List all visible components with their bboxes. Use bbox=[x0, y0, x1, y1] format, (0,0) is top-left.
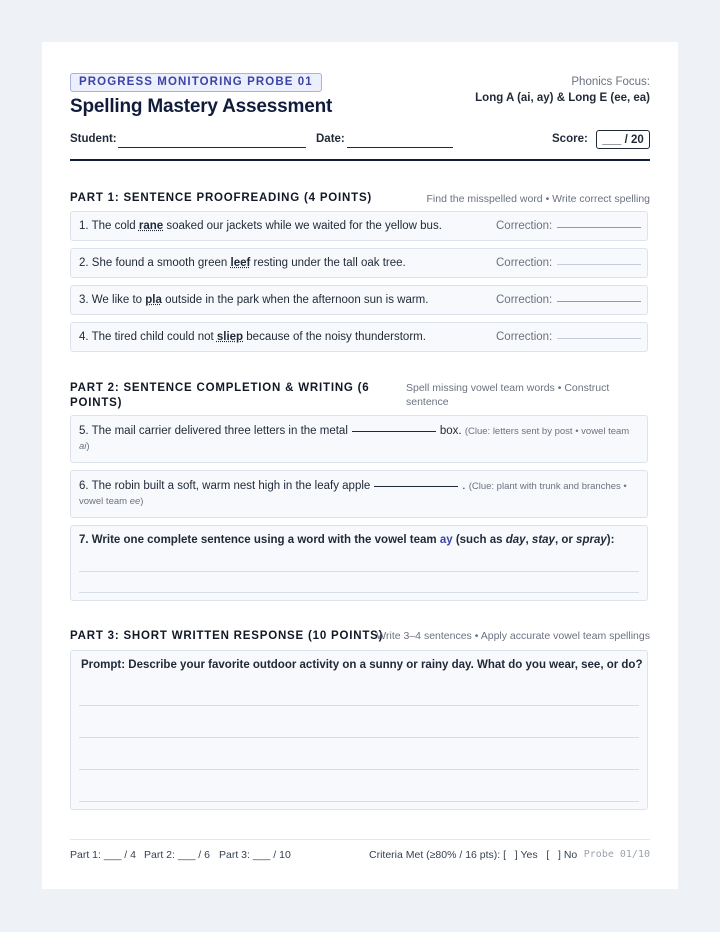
student-field[interactable] bbox=[118, 147, 306, 148]
writing-line[interactable] bbox=[79, 737, 639, 738]
completion-item-5 bbox=[70, 415, 648, 463]
proofread-item-3 bbox=[70, 285, 648, 315]
correction-field[interactable] bbox=[557, 338, 641, 339]
item-text: 6. The robin built a soft, warm nest high in the leafy apple bbox=[79, 480, 371, 492]
score-label: Score: bbox=[552, 133, 588, 145]
student-label: Student: bbox=[70, 133, 117, 145]
part2-title: PART 2: SENTENCE COMPLETION & WRITING (6 POINTS) bbox=[70, 382, 370, 409]
part1-note: Find the misspelled word • Write correct spelling bbox=[426, 193, 650, 205]
misspelled-word: pla bbox=[145, 294, 162, 306]
part2-score: Part 2: ___ / 6 bbox=[144, 849, 210, 861]
writing-line[interactable] bbox=[79, 592, 639, 593]
item-text: 2. She found a smooth green bbox=[79, 257, 231, 269]
phonics-focus-label: Phonics Focus: bbox=[571, 76, 650, 88]
item-text: 5. The mail carrier delivered three letters in the metal bbox=[79, 425, 348, 437]
part3-score: Part 3: ___ / 10 bbox=[219, 849, 291, 861]
correction-label: Correction: bbox=[496, 331, 553, 343]
item-text: resting under the tall oak tree. bbox=[250, 257, 406, 269]
completion-item-6 bbox=[70, 470, 648, 518]
answer-blank[interactable] bbox=[352, 431, 436, 432]
correction-label: Correction: bbox=[496, 294, 553, 306]
item-text: because of the noisy thunderstorm. bbox=[243, 331, 426, 343]
writing-line[interactable] bbox=[79, 801, 639, 802]
correction-label: Correction: bbox=[496, 257, 553, 269]
part1-score: Part 1: ___ / 4 bbox=[70, 849, 136, 861]
misspelled-word: sliep bbox=[216, 331, 244, 343]
item-text: 1. The cold bbox=[79, 220, 139, 232]
score-box[interactable]: ___ / 20 bbox=[596, 130, 650, 149]
clue-text: (Clue: plant with trunk and branches • vowel team ee) bbox=[79, 481, 627, 507]
proofread-item-2 bbox=[70, 248, 648, 278]
correction-field[interactable] bbox=[557, 301, 641, 302]
date-label: Date: bbox=[316, 133, 345, 145]
part2-note: Spell missing vowel team words • Construct sentence bbox=[406, 382, 610, 408]
writing-item-7 bbox=[70, 525, 648, 601]
clue-text: (Clue: letters sent by post • vowel team ai) bbox=[79, 426, 630, 452]
item-text: . bbox=[462, 480, 466, 492]
answer-blank[interactable] bbox=[374, 486, 458, 487]
header-divider bbox=[70, 159, 650, 161]
item-text: 7. Write one complete sentence using a word with the vowel team ay (such as day, stay, or spray): bbox=[79, 534, 615, 546]
correction-field[interactable] bbox=[557, 264, 641, 265]
response-box bbox=[70, 650, 648, 810]
item-text: box. bbox=[439, 425, 462, 437]
proofread-item-1 bbox=[70, 211, 648, 241]
prompt-text: Prompt: Describe your favorite outdoor activity on a sunny or rainy day. What do you wear, see, or do? bbox=[81, 659, 643, 671]
correction-field[interactable] bbox=[557, 227, 641, 228]
misspelled-word: leef bbox=[230, 257, 251, 269]
writing-line[interactable] bbox=[79, 705, 639, 706]
part1-title: PART 1: SENTENCE PROOFREADING (4 POINTS) bbox=[70, 192, 373, 204]
part3-note: Write 3–4 sentences • Apply accurate vowel team spellings bbox=[376, 630, 650, 642]
proofread-item-4 bbox=[70, 322, 648, 352]
probe-tag: PROGRESS MONITORING PROBE 01 bbox=[70, 73, 322, 92]
misspelled-word: rane bbox=[138, 220, 164, 232]
footer-divider bbox=[70, 839, 650, 840]
criteria-met[interactable]: Criteria Met (≥80% / 16 pts): [ ] Yes [ ] No bbox=[369, 849, 578, 861]
part3-title: PART 3: SHORT WRITTEN RESPONSE (10 POINTS) bbox=[70, 630, 384, 642]
item-text: 4. The tired child could not bbox=[79, 331, 217, 343]
item-text: soaked our jackets while we waited for the yellow bus. bbox=[163, 220, 442, 232]
correction-label: Correction: bbox=[496, 220, 553, 232]
page-title: Spelling Mastery Assessment bbox=[70, 96, 333, 117]
date-field[interactable] bbox=[347, 147, 453, 148]
probe-number: Probe 01/10 bbox=[583, 849, 650, 860]
writing-line[interactable] bbox=[79, 769, 639, 770]
worksheet-page bbox=[42, 42, 678, 889]
item-text: 3. We like to bbox=[79, 294, 146, 306]
item-text: outside in the park when the afternoon sun is warm. bbox=[161, 294, 429, 306]
phonics-focus-value: Long A (ai, ay) & Long E (ee, ea) bbox=[475, 92, 650, 104]
writing-line[interactable] bbox=[79, 571, 639, 572]
